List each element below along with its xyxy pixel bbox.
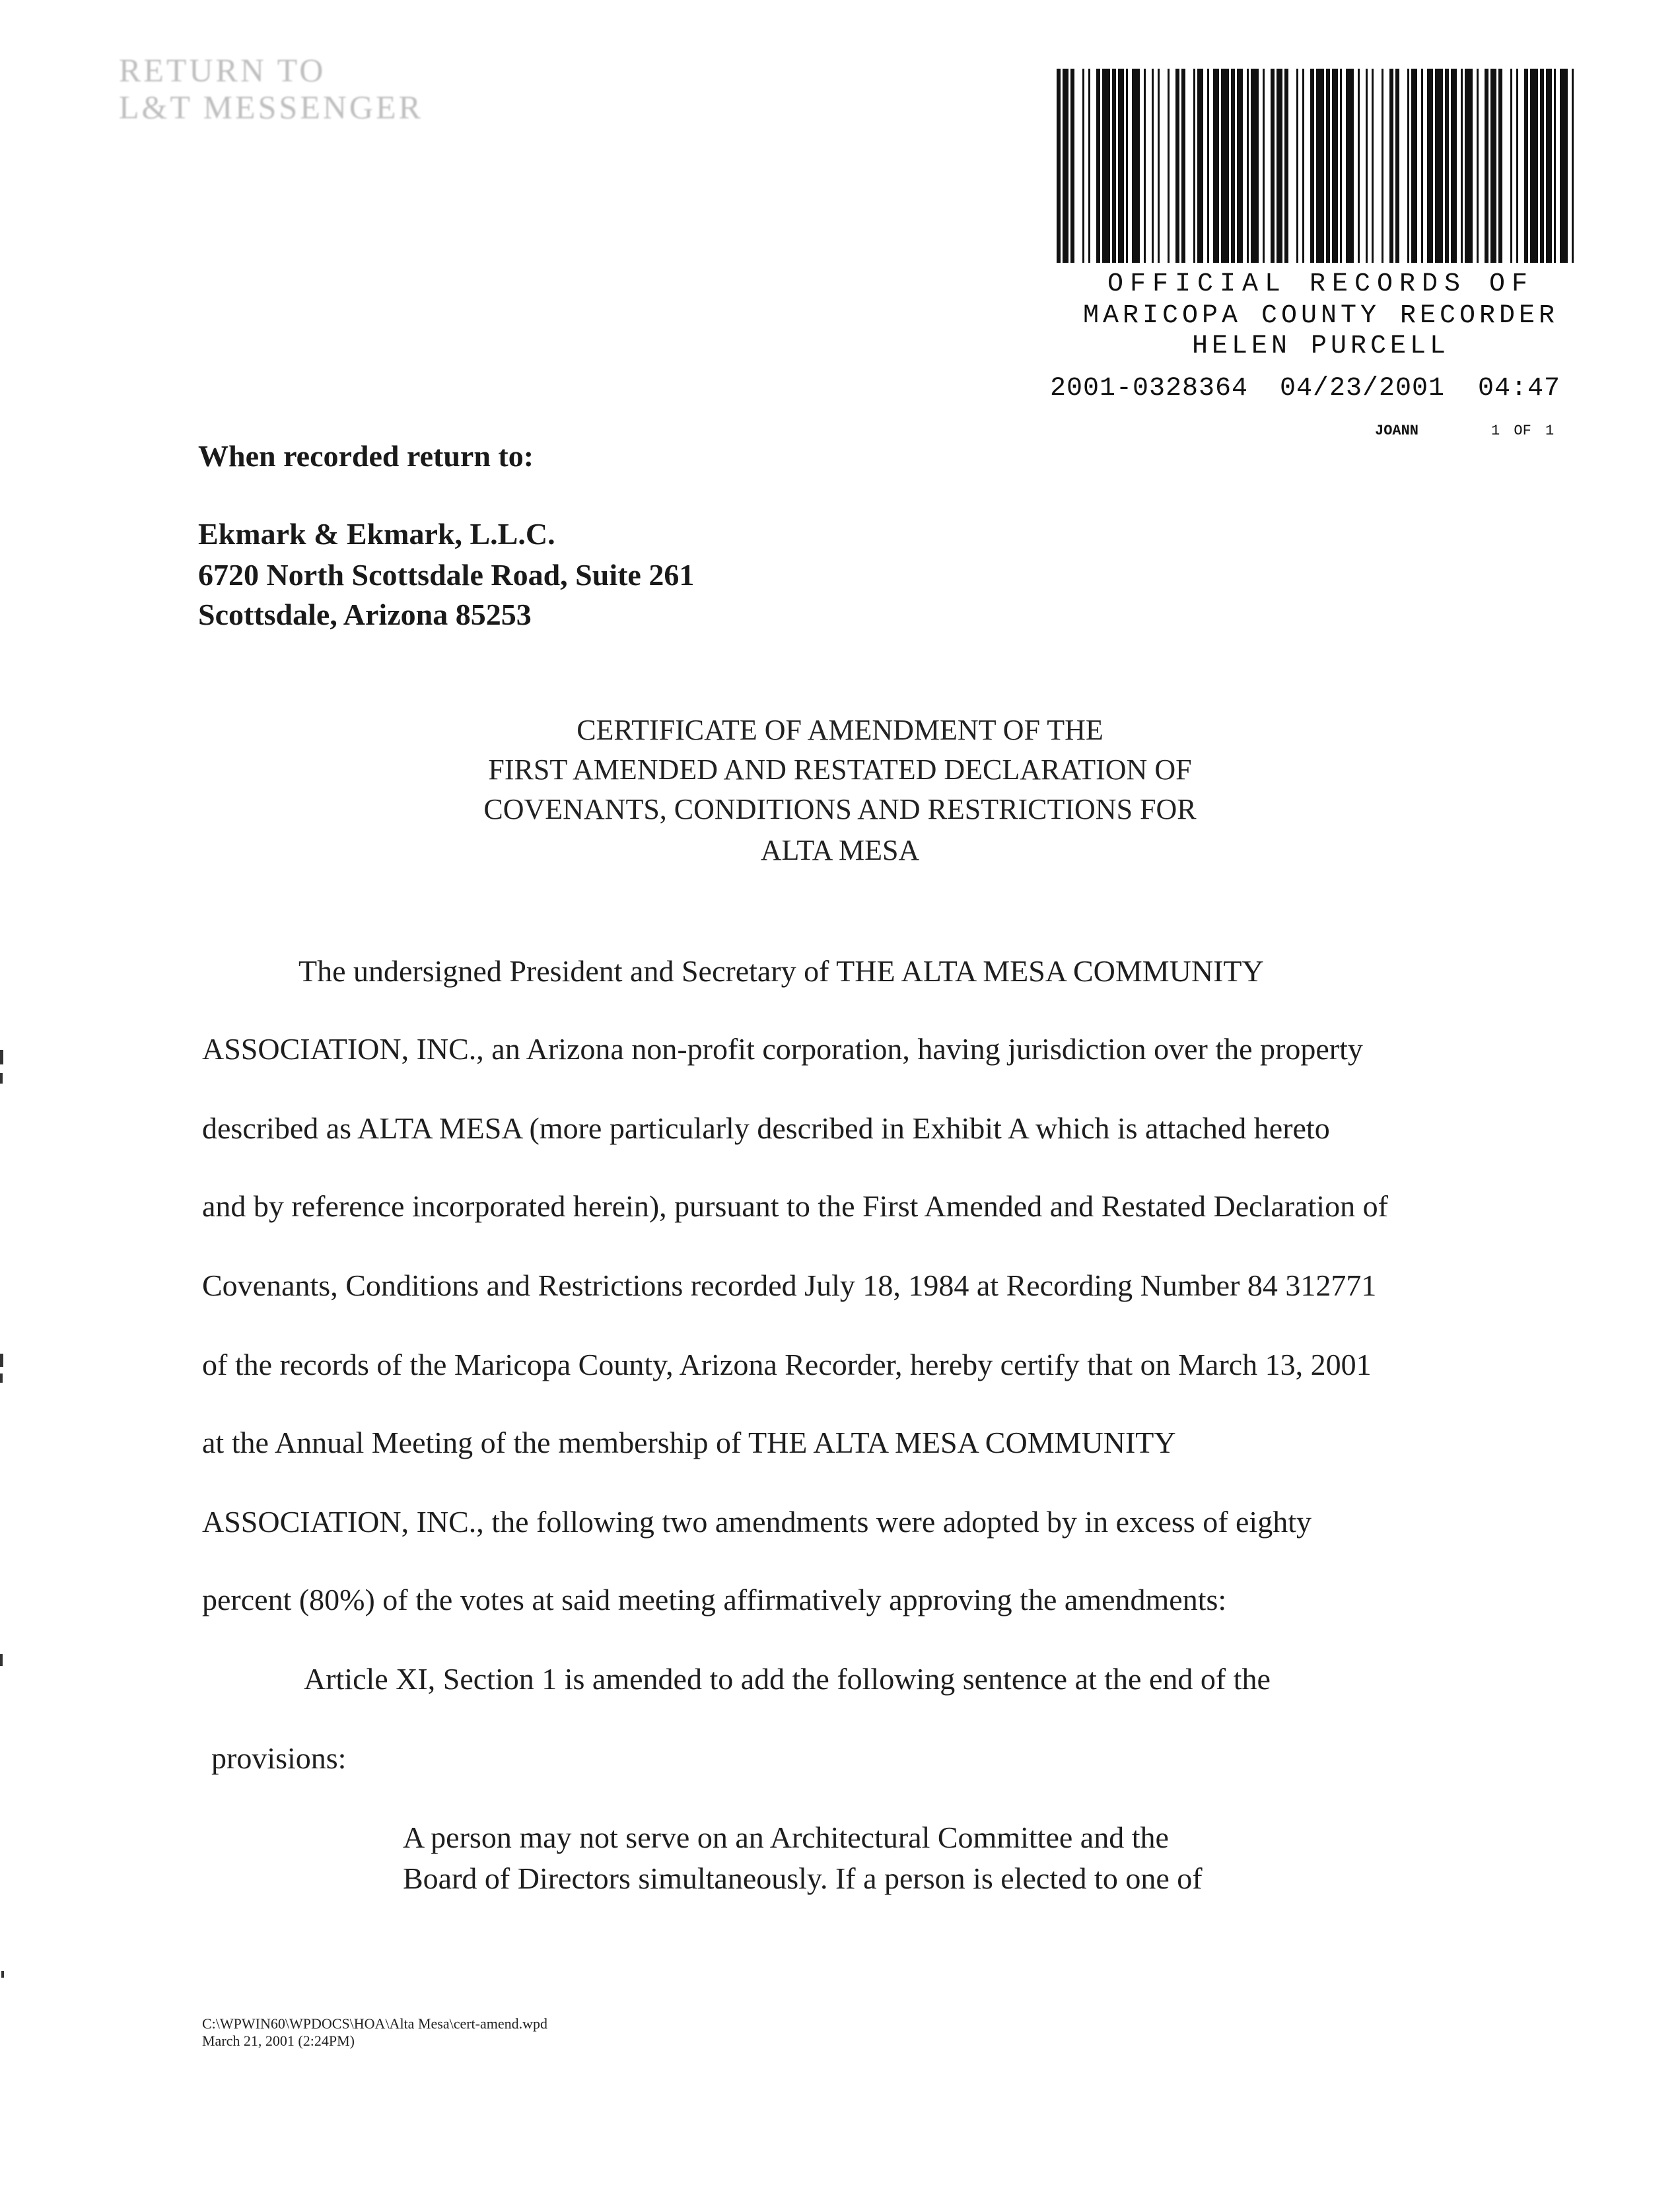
barcode-bar [1490,69,1496,263]
return-address-street: 6720 North Scottsdale Road, Suite 261 [198,558,695,592]
body-line: at the Annual Meeting of the membership of THE ALTA MESA COMMUNITY [202,1426,1176,1459]
scan-speck [1,1971,4,1978]
recording-date: 04/23/2001 [1280,374,1446,403]
body-line: described as ALTA MESA (more particularly described in Exhibit A which is attached hereto [202,1111,1330,1145]
barcode-bar [1560,69,1568,263]
barcode-bar [1395,69,1399,263]
stamp-line-1: RETURN TO [119,52,326,88]
barcode-bar [1510,69,1512,263]
barcode-bar [1088,69,1090,263]
body-line: and by reference incorporated herein), pursuant to the First Amended and Restated Declaration of [202,1189,1388,1223]
body-line: The undersigned President and Secretary of THE ALTA MESA COMMUNITY [298,954,1264,988]
article-amendment-line-2: provisions: [211,1741,347,1775]
barcode-bar [1126,69,1128,263]
barcode-bar [1158,69,1160,263]
scan-speck [0,1354,3,1367]
barcode-bar [1340,69,1342,263]
return-to-label: When recorded return to: [198,439,534,473]
barcode-bar [1296,69,1298,263]
barcode-bar [1237,69,1243,263]
barcode-bar [1516,69,1518,263]
barcode-bar [1316,69,1324,263]
barcode-bar [1540,69,1544,263]
body-line: of the records of the Maricopa County, Arizona Recorder, hereby certify that on March 13, 2001 [202,1348,1372,1381]
barcode-bar [1465,69,1473,263]
barcode-bar [1247,69,1249,263]
document-title-line-3: COVENANTS, CONDITIONS AND RESTRICTIONS FOR [483,793,1197,825]
barcode-bar [1221,69,1229,263]
barcode-bar [1435,69,1443,263]
barcode-bar [1213,69,1219,263]
barcode-bar [1132,69,1140,263]
barcode-bar [1346,69,1354,263]
barcode-bar [1477,69,1479,263]
stamp-line-2: L&T MESSENGER [119,88,423,125]
scan-speck [0,1050,3,1064]
quoted-amendment-line-2: Board of Directors simultaneously. If a person is elected to one of [403,1861,1203,1895]
barcode-bar [1530,69,1538,263]
barcode-bar [1277,69,1282,263]
return-address-city: Scottsdale, Arizona 85253 [198,598,532,631]
barcode-bar [1326,69,1330,263]
barcode-bar [1572,69,1574,263]
barcode-bar [1546,69,1552,263]
barcode-bar [1372,69,1374,263]
body-line: Covenants, Conditions and Restrictions recorded July 18, 1984 at Recording Number 84 312771 [202,1268,1377,1302]
footer-date: March 21, 2001 (2:24PM) [202,2032,355,2049]
barcode-bar [1271,69,1275,263]
barcode-bar [1063,69,1068,263]
quoted-amendment-line-1: A person may not serve on an Architectural Committee and the [403,1821,1169,1854]
barcode-bar [1102,69,1110,263]
footer-file-path: C:\WPWIN60\WPDOCS\HOA\Alta Mesa\cert-amend.wpd [202,2015,548,2032]
scan-speck [0,1373,3,1383]
body-line: ASSOCIATION, INC., an Arizona non-profit corporation, having jurisdiction over the property [202,1032,1363,1066]
barcode-bar [1096,69,1100,263]
barcode-bar [1118,69,1124,263]
barcode-bar [1302,69,1304,263]
barcode-bar [1358,69,1360,263]
barcode-bar [1263,69,1265,263]
barcode-bar [1284,69,1288,263]
document-title-line-1: CERTIFICATE OF AMENDMENT OF THE [577,714,1103,746]
barcode-bar [1207,69,1209,263]
barcode-bar [1524,69,1528,263]
barcode-bar [1175,69,1179,263]
barcode-bar [1554,69,1556,263]
barcode-bar [1057,69,1061,263]
recording-page-count: 1 OF 1 [1491,423,1555,439]
body-line: percent (80%) of the votes at said meeting affirmatively approving the amendments: [202,1583,1227,1616]
barcode-bar [1332,69,1338,263]
return-stamp [119,52,449,125]
barcode-bar [1407,69,1409,263]
barcode-bar [1451,69,1457,263]
recorder-header-line-3: HELEN PURCELL [1191,331,1450,361]
barcode-bar [1112,69,1116,263]
barcode-bar [1498,69,1502,263]
recorder-header-line-2: MARICOPA COUNTY RECORDER [1082,301,1559,331]
barcode-bar [1427,69,1433,263]
return-address-name: Ekmark & Ekmark, L.L.C. [198,517,555,551]
recording-clerk: JOANN [1375,423,1419,439]
article-amendment-line-1: Article XI, Section 1 is amended to add the following sentence at the end of the [304,1662,1271,1696]
barcode-bar [1082,69,1084,263]
recording-barcode [1054,69,1582,263]
barcode-bar [1251,69,1259,263]
barcode-bar [1445,69,1449,263]
barcode-bar [1144,69,1146,263]
barcode-bar [1461,69,1463,263]
barcode-bar [1070,69,1074,263]
body-line: ASSOCIATION, INC., the following two amendments were adopted by in excess of eighty [202,1505,1312,1539]
barcode-bar [1382,69,1383,263]
barcode-bar [1485,69,1488,263]
document-title-line-4: ALTA MESA [760,834,920,866]
recorder-header-line-1: OFFICIAL RECORDS OF [1107,269,1535,299]
barcode-bar [1389,69,1393,263]
barcode-bar [1152,69,1154,263]
barcode-bar [1168,69,1170,263]
barcode-bar [1421,69,1423,263]
scan-speck [0,1073,3,1084]
barcode-bar [1193,69,1195,263]
barcode-bar [1310,69,1314,263]
barcode-bar [1231,69,1235,263]
barcode-bar [1197,69,1203,263]
recording-time: 04:47 [1478,374,1561,403]
scan-speck [0,1654,3,1666]
barcode-bar [1411,69,1417,263]
barcode-bar [1366,69,1368,263]
recording-number: 2001-0328364 [1050,374,1249,403]
barcode-bar [1181,69,1185,263]
document-title-line-2: FIRST AMENDED AND RESTATED DECLARATION OF [488,753,1192,786]
